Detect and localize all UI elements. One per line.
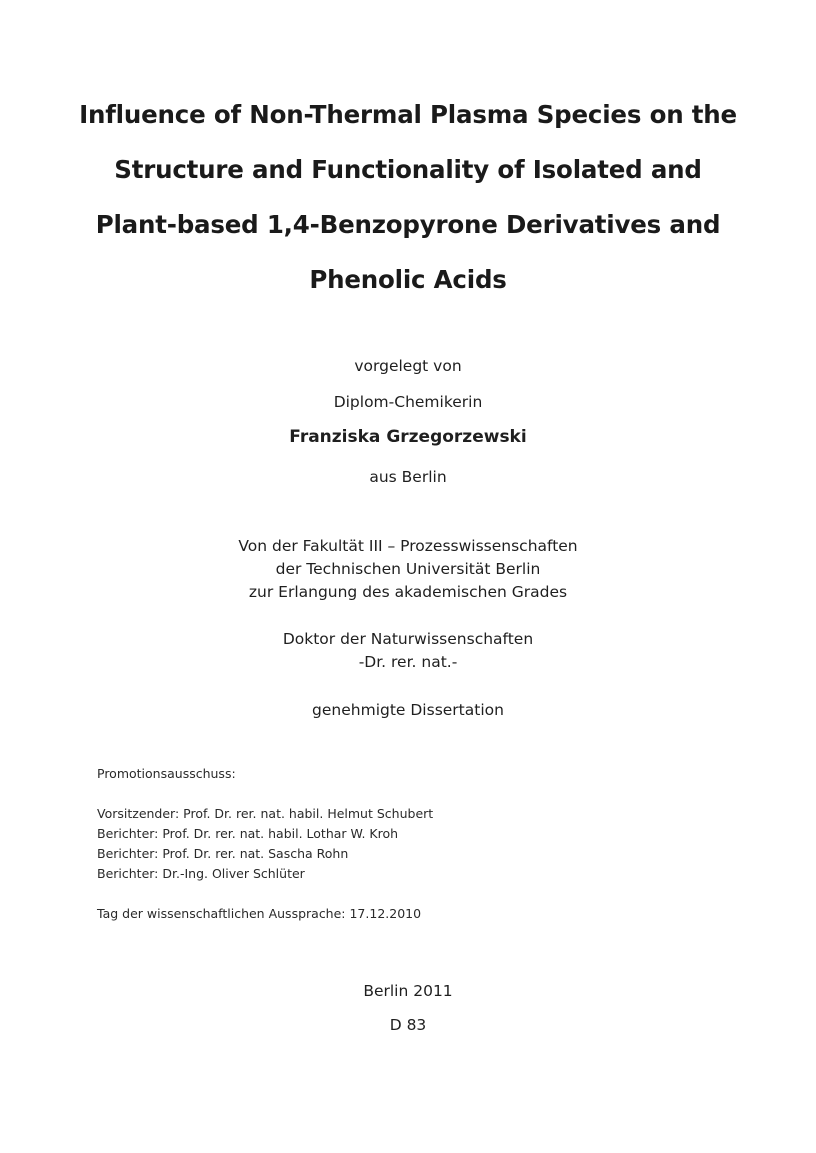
place-year: Berlin 2011 <box>363 982 453 1000</box>
doctorate-abbreviation: -Dr. rer. nat.- <box>358 653 458 671</box>
doctorate-title: Doktor der Naturwissenschaften <box>282 630 534 648</box>
committee-reviewer-3: Berichter: Dr.-Ing. Oliver Schlüter <box>97 866 305 881</box>
approval-note: genehmigte Dissertation <box>312 701 504 719</box>
faculty-line-1: Von der Fakultät III – Prozesswissenschaften <box>238 537 578 555</box>
thesis-title-line-1: Influence of Non-Thermal Plasma Species on the <box>79 100 737 129</box>
faculty-line-3: zur Erlangung des akademischen Grades <box>248 583 568 601</box>
author-origin: aus Berlin <box>369 468 447 486</box>
submitted-by: vorgelegt von <box>354 357 462 375</box>
committee-heading: Promotionsausschuss: <box>97 766 236 781</box>
thesis-title-line-2: Structure and Functionality of Isolated and <box>114 155 702 184</box>
committee-chair: Vorsitzender: Prof. Dr. rer. nat. habil. Helmut Schubert <box>97 806 434 821</box>
thesis-title-line-4: Phenolic Acids <box>309 265 507 294</box>
author-name: Franziska Grzegorzewski <box>289 427 527 447</box>
faculty-line-2: der Technischen Universität Berlin <box>275 560 541 578</box>
committee-reviewer-2: Berichter: Prof. Dr. rer. nat. Sascha Rohn <box>97 846 349 861</box>
defense-date: Tag der wissenschaftlichen Aussprache: 17.12.2010 <box>97 906 422 921</box>
thesis-title-line-3: Plant-based 1,4-Benzopyrone Derivatives and <box>95 210 721 239</box>
dissertation-code: D 83 <box>389 1016 427 1034</box>
committee-reviewer-1: Berichter: Prof. Dr. rer. nat. habil. Lothar W. Kroh <box>97 826 399 841</box>
author-degree: Diplom-Chemikerin <box>333 393 483 411</box>
